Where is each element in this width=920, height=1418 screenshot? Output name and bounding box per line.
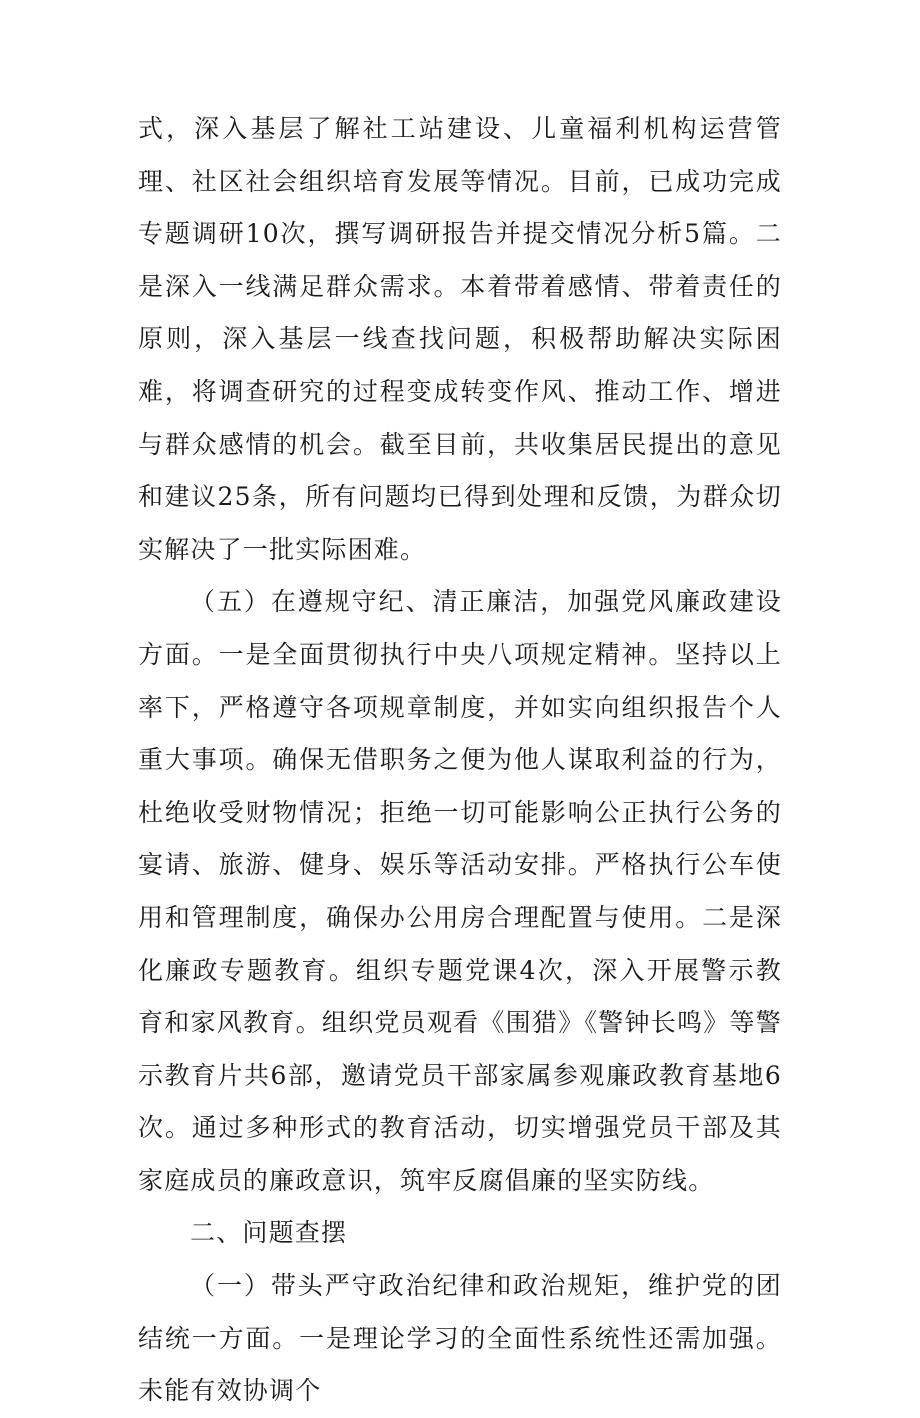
paragraph-political-discipline: （一）带头严守政治纪律和政治规矩，维护党的团结统一方面。一是理论学习的全面性系统性还需加强。未能有效协调个 [138,1271,782,1406]
paragraph-integrity: （五）在遵规守纪、清正廉洁，加强党风廉政建设方面。一是全面贯彻执行中央八项规定精神。坚持以上率下，严格遵守各项规章制度，并如实向组织报告个人重大事项。确保无借职务之便为他人谋取利益的行为，杜绝收受财物情况；拒绝一切可能影响公正执行公务的宴请、旅游、健身、娱乐等活动安排。严格执行公车使用和管理制度，确保办公用房合理配置与使用。二是深化廉政专题教育。组织专题党课4次，深入开展警示教育和家风教育。组织党员观看《围猎》《警钟长鸣》等警示教育片共6部，邀请党员干部家属参观廉政教育基地6次。通过多种形式的教育活动，切实增强党员干部及其家庭成员的廉政意识，筑牢反腐倡廉的坚实防线。 [138,587,782,1195]
section-heading-problems: 二、问题查摆 [190,1218,348,1248]
paragraph-research: 式，深入基层了解社工站建设、儿童福利机构运营管理、社区社会组织培育发展等情况。目前，已成功完成专题调研10次，撰写调研报告并提交情况分析5篇。二是深入一线满足群众需求。本着带着感情、带着责任的原则，深入基层一线查找问题，积极帮助解决实际困难，将调查研究的过程变成转变作风、推动工作、增进与群众感情的机会。截至目前，共收集居民提出的意见和建议25条，所有问题均已得到处理和反馈，为群众切实解决了一批实际困难。 [138,114,782,564]
